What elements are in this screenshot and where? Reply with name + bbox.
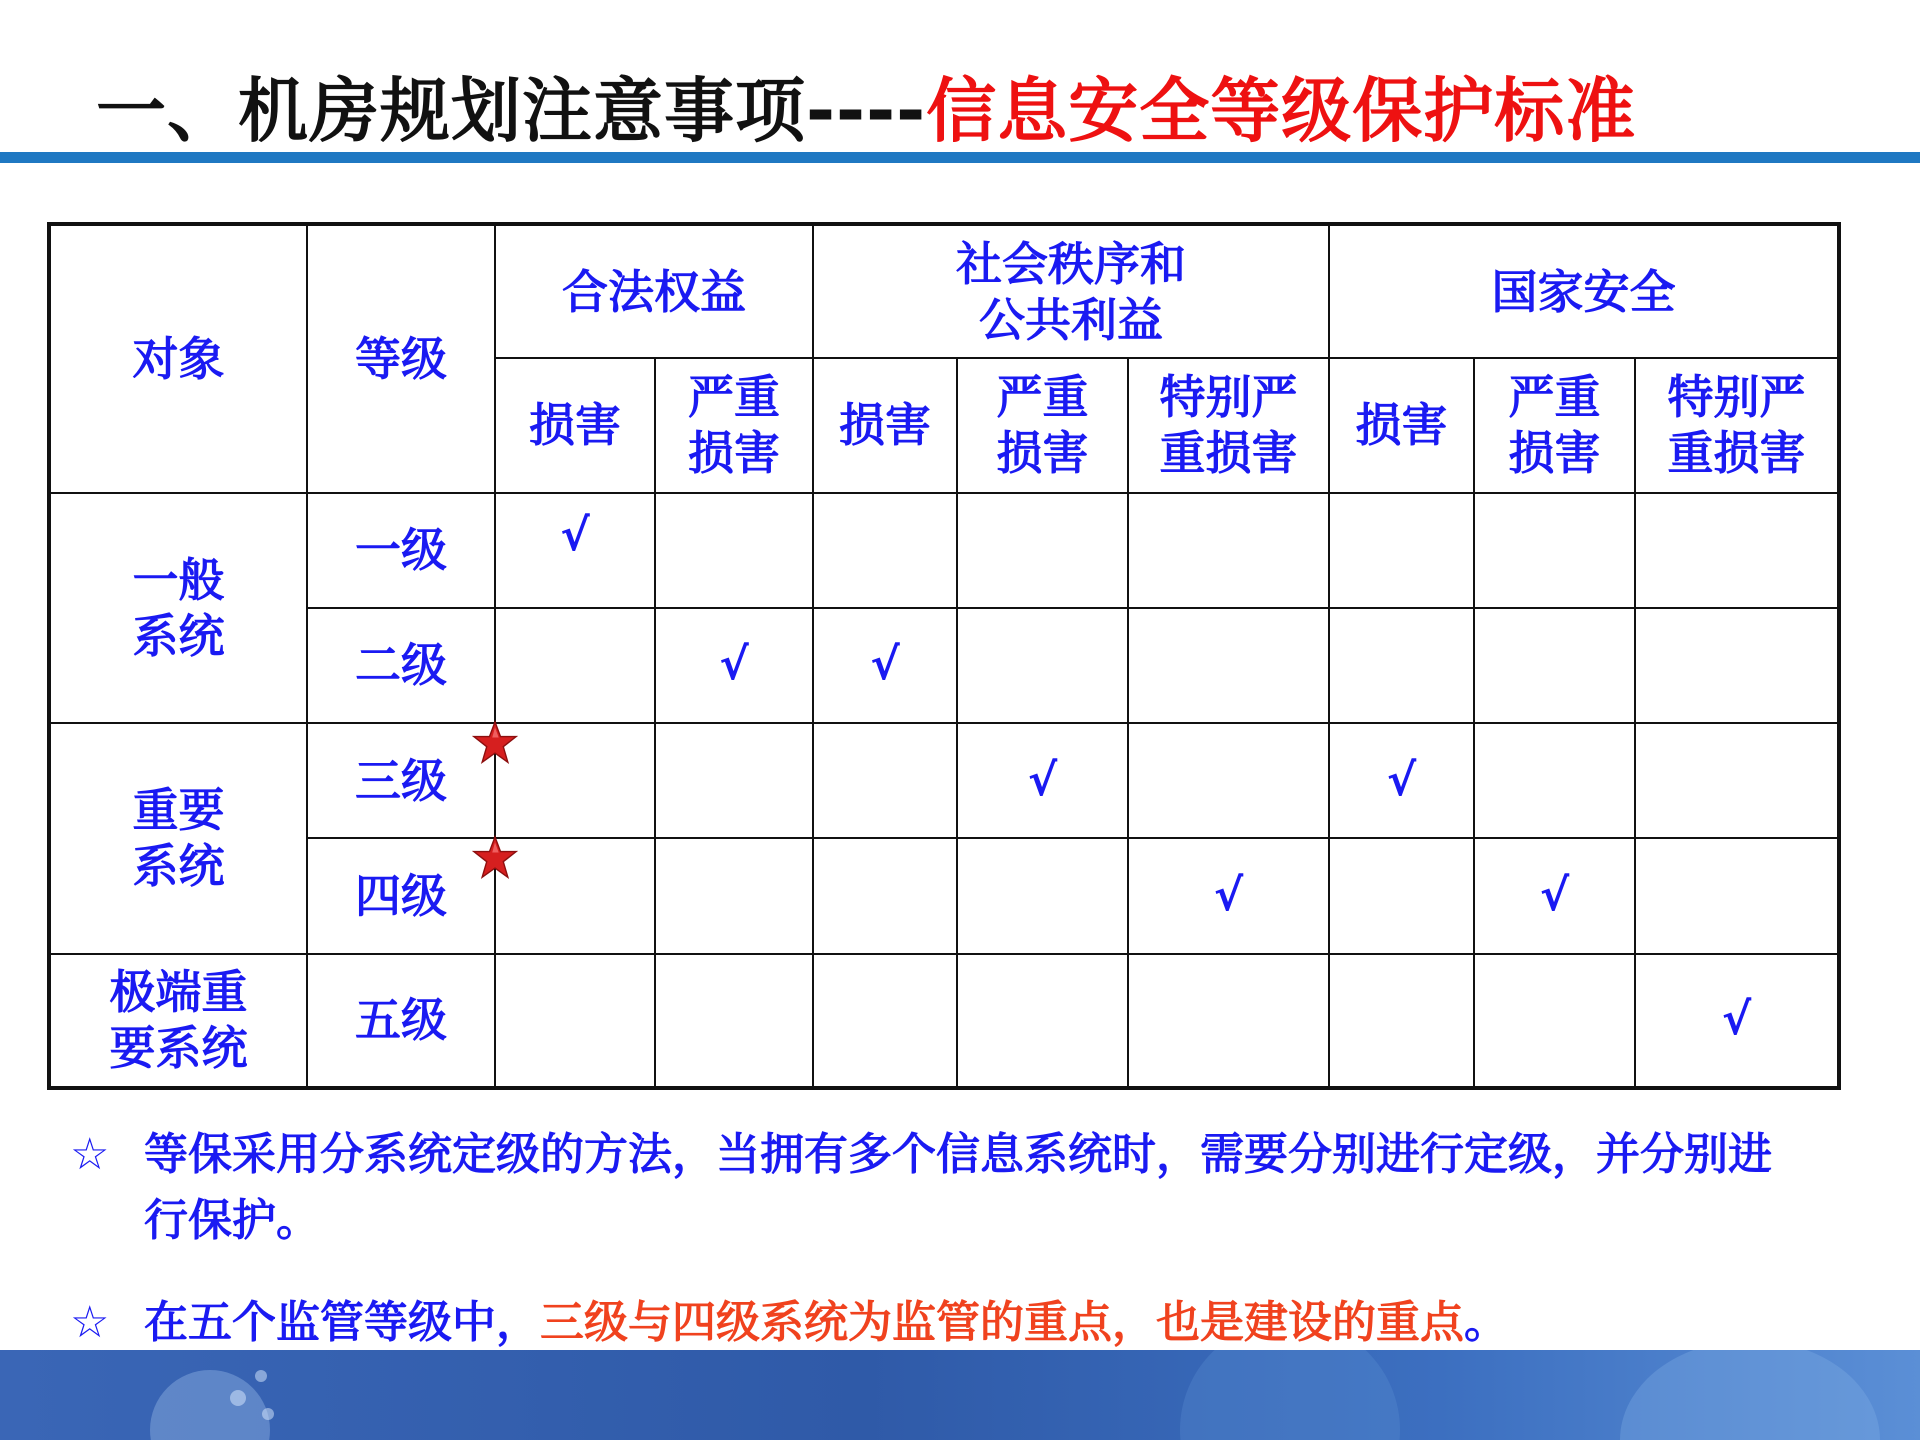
table-cell: [1474, 493, 1635, 608]
note-1-text: 等保采用分系统定级的方法，当拥有多个信息系统时，需要分别进行定级，并分别进行保护。: [144, 1129, 1772, 1246]
table-cell: [813, 954, 957, 1088]
check-mark: √: [957, 723, 1128, 838]
table-cell: [1474, 608, 1635, 723]
note-2-text: 在五个监管等级中，三级与四级系统为监管的重点，也是建设的重点。: [144, 1297, 1508, 1348]
table-cell: [495, 838, 655, 953]
header-group-legal-rights: 合法权益: [495, 224, 813, 358]
table-cell: [1635, 723, 1839, 838]
table-cell: [1635, 608, 1839, 723]
check-mark: √: [655, 608, 813, 723]
table-cell: [1635, 838, 1839, 953]
table-cell: [495, 723, 655, 838]
white-star-icon: ☆: [70, 1297, 110, 1348]
header-group-national-security: 国家安全: [1329, 224, 1839, 358]
note-1: [70, 1122, 1810, 1254]
table-cell: [957, 838, 1128, 953]
white-star-icon: ☆: [70, 1129, 110, 1180]
subheader-serious-damage: 严重 损害: [1474, 358, 1635, 492]
table-cell: [1474, 723, 1635, 838]
check-mark: √: [1635, 954, 1839, 1088]
header-object: 对象: [49, 224, 307, 493]
note-2-emphasis: 三级与四级系统为监管的重点，也是建设的重点: [540, 1297, 1464, 1348]
table-cell: [1329, 954, 1474, 1088]
title-divider: [0, 152, 1920, 163]
table-cell: [655, 954, 813, 1088]
header-group-social-order: 社会秩序和 公共利益: [813, 224, 1329, 358]
level-4: 四级: [307, 838, 495, 953]
subheader-damage: 损害: [813, 358, 957, 492]
table-cell: [813, 493, 957, 608]
note-2: [70, 1290, 1810, 1356]
table-cell: [1474, 954, 1635, 1088]
subheader-serious-damage: 严重 损害: [957, 358, 1128, 492]
page-title: [96, 50, 1636, 160]
check-mark: √: [1329, 723, 1474, 838]
security-level-table: [47, 222, 1841, 1090]
table-cell: [495, 954, 655, 1088]
table-cell: [655, 723, 813, 838]
check-mark: √: [1128, 838, 1329, 953]
table-cell: [1128, 954, 1329, 1088]
table-cell: [957, 954, 1128, 1088]
table-cell: [957, 608, 1128, 723]
subheader-especially-serious-damage: 特别严 重损害: [1635, 358, 1839, 492]
footer-decoration: [0, 1350, 1920, 1440]
subheader-especially-serious-damage: 特别严 重损害: [1128, 358, 1329, 492]
table-cell: [495, 608, 655, 723]
page-title-main: 一、机房规划注意事项----: [96, 69, 927, 152]
table-cell: [1329, 838, 1474, 953]
level-1: 一级: [307, 493, 495, 608]
page-title-highlight: 信息安全等级保护标准: [926, 69, 1637, 152]
subheader-damage: 损害: [1329, 358, 1474, 492]
object-important-system: 重要 系统: [49, 723, 307, 954]
table-cell: [813, 723, 957, 838]
table-cell: [1329, 493, 1474, 608]
table-cell: [1128, 493, 1329, 608]
table-cell: [1635, 493, 1839, 608]
check-mark: √: [813, 608, 957, 723]
table-cell: [1329, 608, 1474, 723]
check-mark: √: [495, 493, 655, 608]
table-cell: [813, 838, 957, 953]
level-5: 五级: [307, 954, 495, 1088]
level-2: 二级: [307, 608, 495, 723]
object-general-system: 一般 系统: [49, 493, 307, 724]
level-3: 三级: [307, 723, 495, 838]
table-cell: [1128, 608, 1329, 723]
table-cell: [1128, 723, 1329, 838]
header-level: 等级: [307, 224, 495, 493]
table-cell: [655, 493, 813, 608]
subheader-damage: 损害: [495, 358, 655, 492]
table-cell: [957, 493, 1128, 608]
table-cell: [655, 838, 813, 953]
object-critical-system: 极端重 要系统: [49, 954, 307, 1088]
subheader-serious-damage: 严重 损害: [655, 358, 813, 492]
check-mark: √: [1474, 838, 1635, 953]
